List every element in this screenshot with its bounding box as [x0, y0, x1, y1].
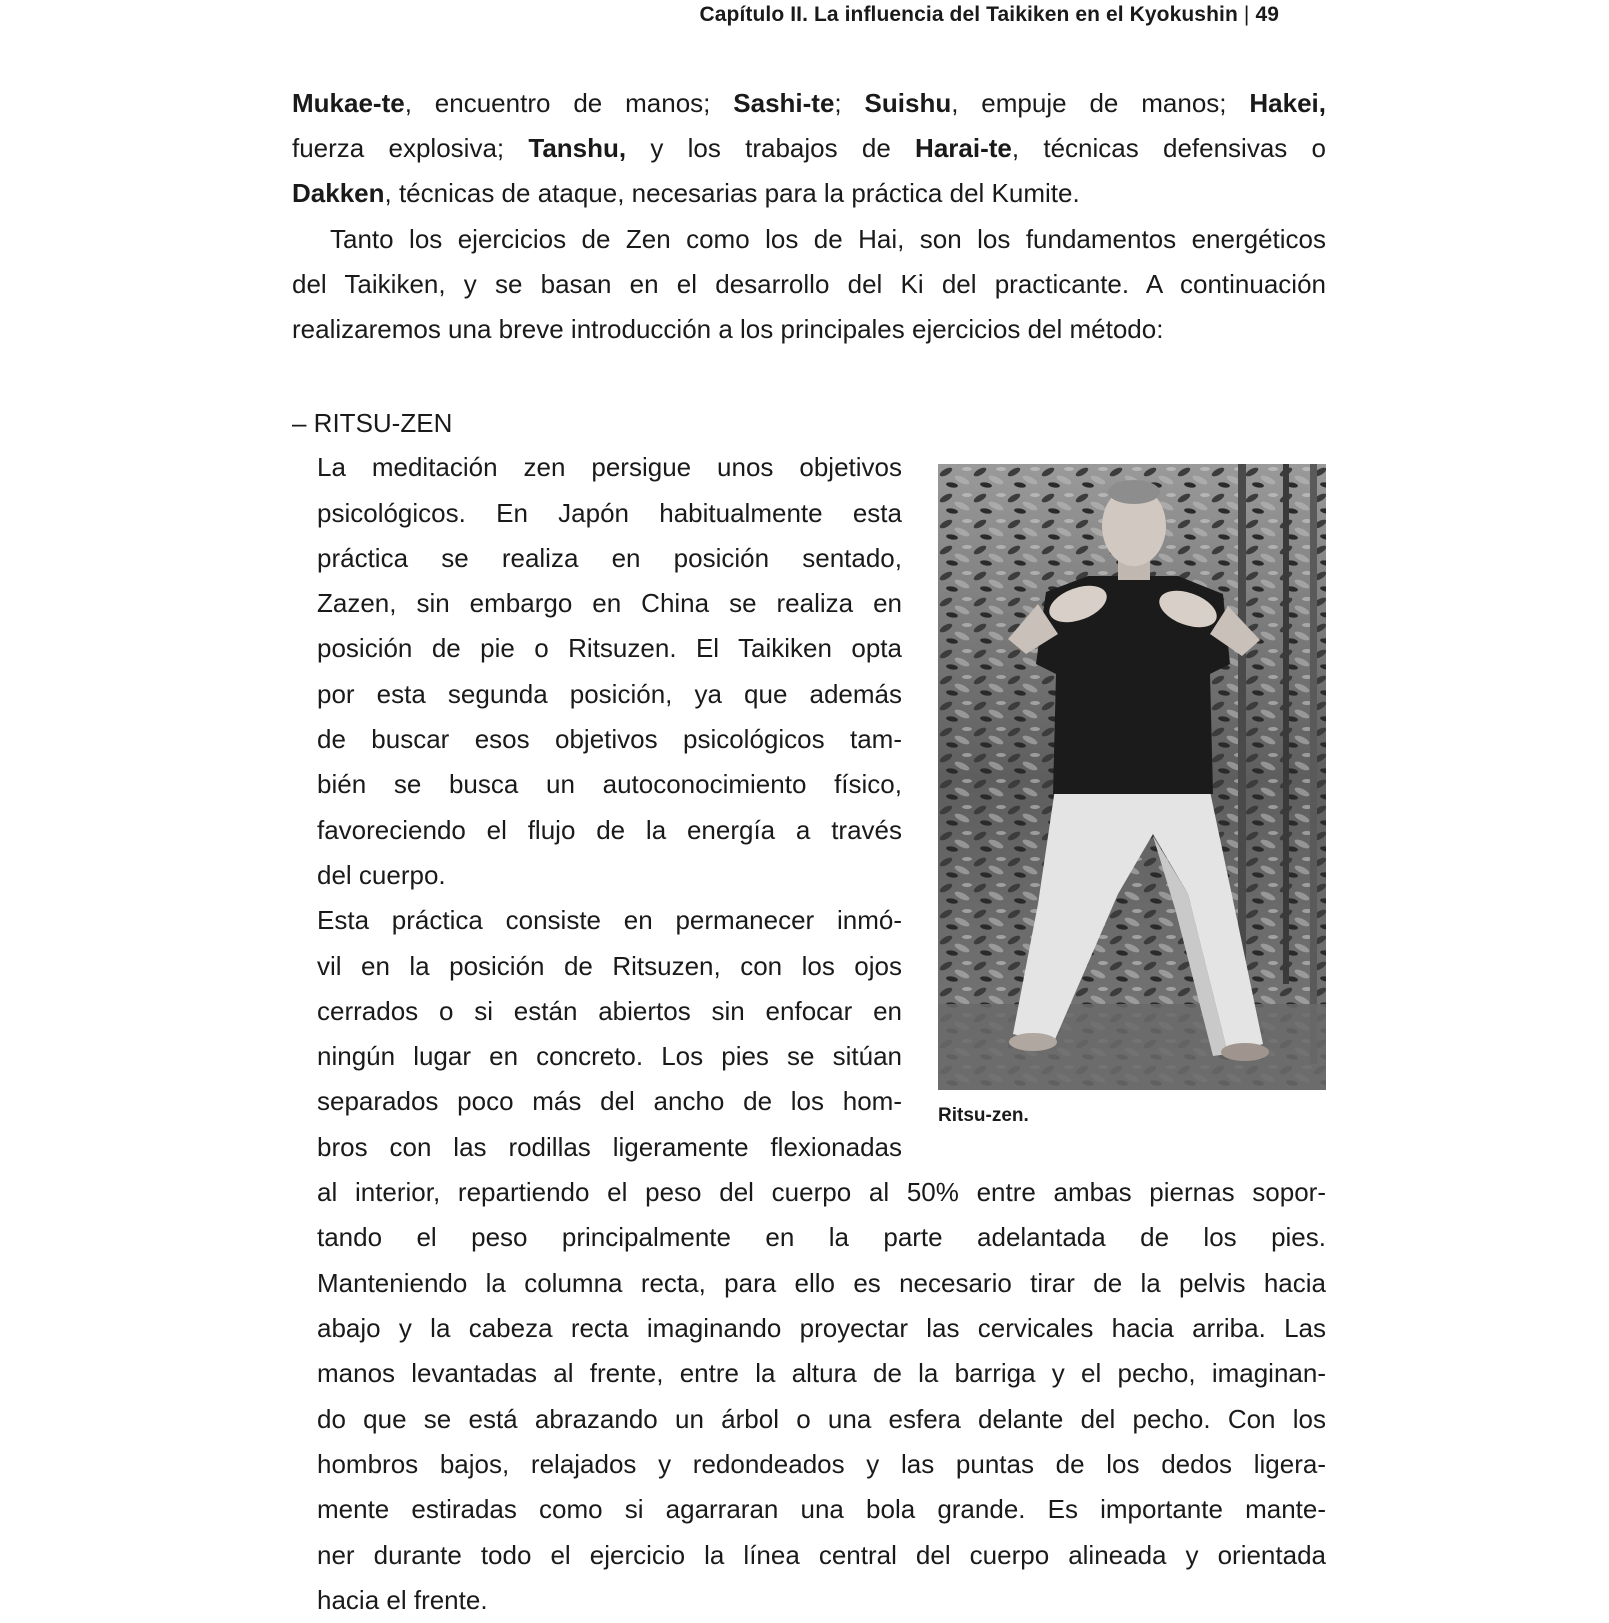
body-line: manos levantadas al frente, entre la altura de la barriga y el pecho, imaginan- — [317, 1358, 1326, 1388]
intro-line-1 — [292, 80, 1326, 126]
column-line: Esta práctica consiste en permanecer inmó- — [317, 905, 902, 935]
text: ; — [834, 88, 865, 118]
column-line: psicológicos. En Japón habitualmente esta — [317, 498, 902, 528]
column-line: favoreciendo el flujo de la energía a través — [317, 815, 902, 845]
body-line: hacia el frente. — [317, 1585, 488, 1615]
body-line: abajo y la cabeza recta imaginando proyectar las cervicales hacia arriba. Las — [317, 1313, 1326, 1343]
section-heading: – RITSU-ZEN — [292, 408, 453, 438]
term-mukae-te: Mukae-te — [292, 88, 405, 118]
column-line: bros con las rodillas ligeramente flexionadas — [317, 1132, 902, 1162]
header-separator: | — [1243, 3, 1250, 26]
term-sashi-te: Sashi-te — [733, 88, 835, 118]
column-line: por esta segunda posición, ya que además — [317, 679, 902, 709]
intro-line-3 — [292, 170, 1326, 216]
photo-illustration — [938, 464, 1326, 1090]
column-line: cerrados o si están abiertos sin enfocar en — [317, 996, 902, 1026]
body-line: do que se está abrazando un árbol o una esfera delante del pecho. Con los — [317, 1404, 1326, 1434]
column-line: ningún lugar en concreto. Los pies se sitúan — [317, 1041, 902, 1071]
text: y los trabajos de — [626, 133, 916, 163]
text: , técnicas defensivas o — [1011, 133, 1326, 163]
text: fuerza explosiva; — [292, 133, 529, 163]
intro-line-2 — [292, 125, 1326, 171]
para2-line: Tanto los ejercicios de Zen como los de Hai, son los fundamentos energéticos — [330, 224, 1326, 254]
column-line: Zazen, sin embargo en China se realiza en — [317, 588, 902, 618]
term-harai-te: Harai-te — [915, 133, 1012, 163]
column-line: separados poco más del ancho de los hom- — [317, 1086, 902, 1116]
page-number: 49 — [1255, 3, 1279, 26]
body-line: tando el peso principalmente en la parte adelantada de los pies. — [317, 1222, 1326, 1252]
body-line: al interior, repartiendo el peso del cuerpo al 50% entre ambas piernas sopor- — [317, 1177, 1326, 1207]
running-head — [699, 0, 1279, 30]
text: , encuentro de manos; — [404, 88, 734, 118]
para2-line: del Taikiken, y se basan en el desarrollo del Ki del practicante. A continuación — [292, 269, 1326, 299]
para2-line: realizaremos una breve introducción a los principales ejercicios del método: — [292, 314, 1164, 344]
body-line: hombros bajos, relajados y redondeados y las puntas de los dedos ligera- — [317, 1449, 1326, 1479]
column-line: vil en la posición de Ritsuzen, con los ojos — [317, 951, 902, 981]
body-line: ner durante todo el ejercicio la línea central del cuerpo alineada y orientada — [317, 1540, 1326, 1570]
column-line: bién se busca un autoconocimiento físico, — [317, 769, 902, 799]
term-tanshu: Tanshu, — [528, 133, 627, 163]
column-line: posición de pie o Ritsuzen. El Taikiken opta — [317, 633, 902, 663]
term-hakei: Hakei, — [1249, 88, 1326, 118]
term-dakken: Dakken — [292, 178, 385, 208]
figure-caption: Ritsu-zen. — [938, 1105, 1029, 1126]
column-line: La meditación zen persigue unos objetivos — [317, 452, 902, 482]
column-line: del cuerpo. — [317, 860, 446, 890]
term-suishu: Suishu — [864, 88, 952, 118]
chapter-title: Capítulo II. La influencia del Taikiken en el Kyokushin — [699, 3, 1238, 26]
column-line: práctica se realiza en posición sentado, — [317, 543, 902, 573]
text: , técnicas de ataque, necesarias para la práctica del Kumite. — [384, 178, 1080, 208]
column-line: de buscar esos objetivos psicológicos tam- — [317, 724, 902, 754]
ritsu-zen-photo — [938, 464, 1326, 1090]
body-line: Manteniendo la columna recta, para ello es necesario tirar de la pelvis hacia — [317, 1268, 1326, 1298]
body-line: mente estiradas como si agarraran una bola grande. Es importante mante- — [317, 1494, 1326, 1524]
text: , empuje de manos; — [951, 88, 1250, 118]
